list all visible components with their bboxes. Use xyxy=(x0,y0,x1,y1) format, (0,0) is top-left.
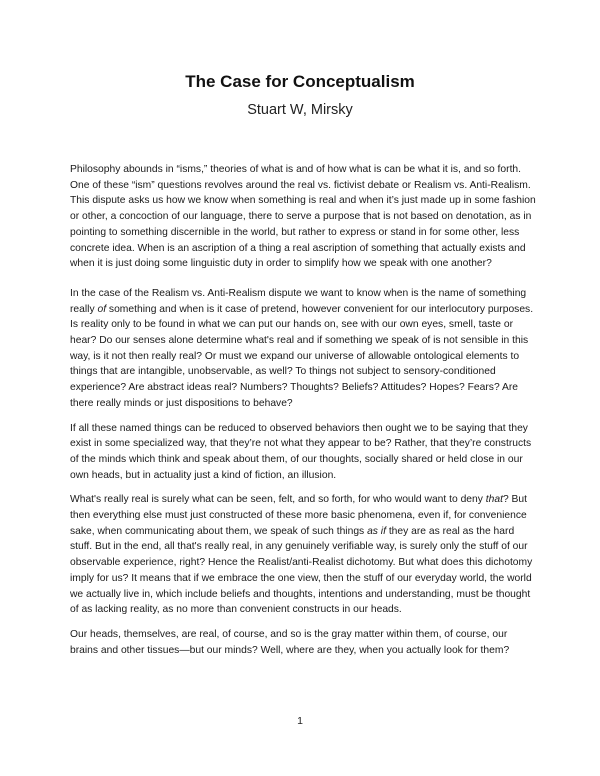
paragraph-1: Philosophy abounds in “isms,” theories of what is and of how what is can be what it is, and so forth. One of these “ism” questions revolves around the real vs. fictivist debate or Realism vs. Anti-Realism. This dispute asks us how we know when something is real and when it’s just made up in some fashion or other, a concoction of our language, there to serve a purpose that is not based on denotation, as in pointing to something discernible in the world, but rather to express or stand in for some other, less concrete idea. When is an ascription of a thing a real ascription of something that actually exists and when it is just doing some linguistic duty in order to simplify how we speak with one another? xyxy=(70,164,536,270)
document-author: Stuart W, Mirsky xyxy=(247,102,353,118)
document-body xyxy=(70,162,536,667)
paragraph-2-emphasis-of: of xyxy=(97,303,107,315)
paragraph-2-text-b: something and when is it case of pretend, however convenient for our interlocutory purposes. Is reality only to be found in what we can put our hands on, see with our own eyes, smell, taste or hear? Do our senses alone determine what's real and if something we speak of is not sensible in this way, is it not then really real? Or must we expand our universe of allowable ontological elements to things that are intangible, unobservable, as well? To things not subject to sensory-conditioned experience? Are abstract ideas real? Numbers? Thoughts? Beliefs? Attitudes? Hopes? Fears? Are there really minds or just dispositions to behave? xyxy=(70,303,534,409)
paragraph-2-text-a: In the case of the Realism vs. Anti-Realism dispute we want to know when is the name of something really xyxy=(70,287,527,315)
paragraph-5: Our heads, themselves, are real, of course, and so is the gray matter within them, of course, our brains and other tissues—but our minds? Well, where are they, when you actually look for them? xyxy=(70,628,510,656)
paragraph-4-emphasis-as-if: as if xyxy=(367,525,386,537)
paragraph-2 xyxy=(70,286,536,412)
paragraph-4-text-b: ? But then everything else must just constructed of these more basic phenomena, even if, for convenience sake, when communicating about them, we speak of such things xyxy=(70,494,528,537)
paragraph-3: If all these named things can be reduced to observed behaviors then ought we to be saying that they exist in some specialized way, that they’re not what they appear to be? Rather, that they’re constructs of the minds which think and speak about them, of our thoughts, socially shared or held close in our own heads, but in actuality just a kind of fiction, an illusion. xyxy=(70,422,532,481)
paragraph-4-text-c: they are as real as the hard stuff. But in the end, all that's really real, in any genuinely verifiable way, is surely only the stuff of our observable experience, right? Hence the Realist/anti-Realist dichotomy. But what does this dichotomy imply for us? It means that if we embrace the one view, then the stuff of our everyday world, the world we actually live in, which include beliefs and thoughts, intentions and understanding, must be thought of as lacking reality, as no more than convenient constructs in our heads. xyxy=(70,525,533,616)
document-title: The Case for Conceptualism xyxy=(185,72,415,91)
paragraph-4-emphasis-that: that xyxy=(485,494,503,506)
paragraph-4-text-a: What's really real is surely what can be seen, felt, and so forth, for who would want to deny xyxy=(70,494,486,506)
page-number: 1 xyxy=(297,715,303,727)
paragraph-4 xyxy=(70,492,536,618)
